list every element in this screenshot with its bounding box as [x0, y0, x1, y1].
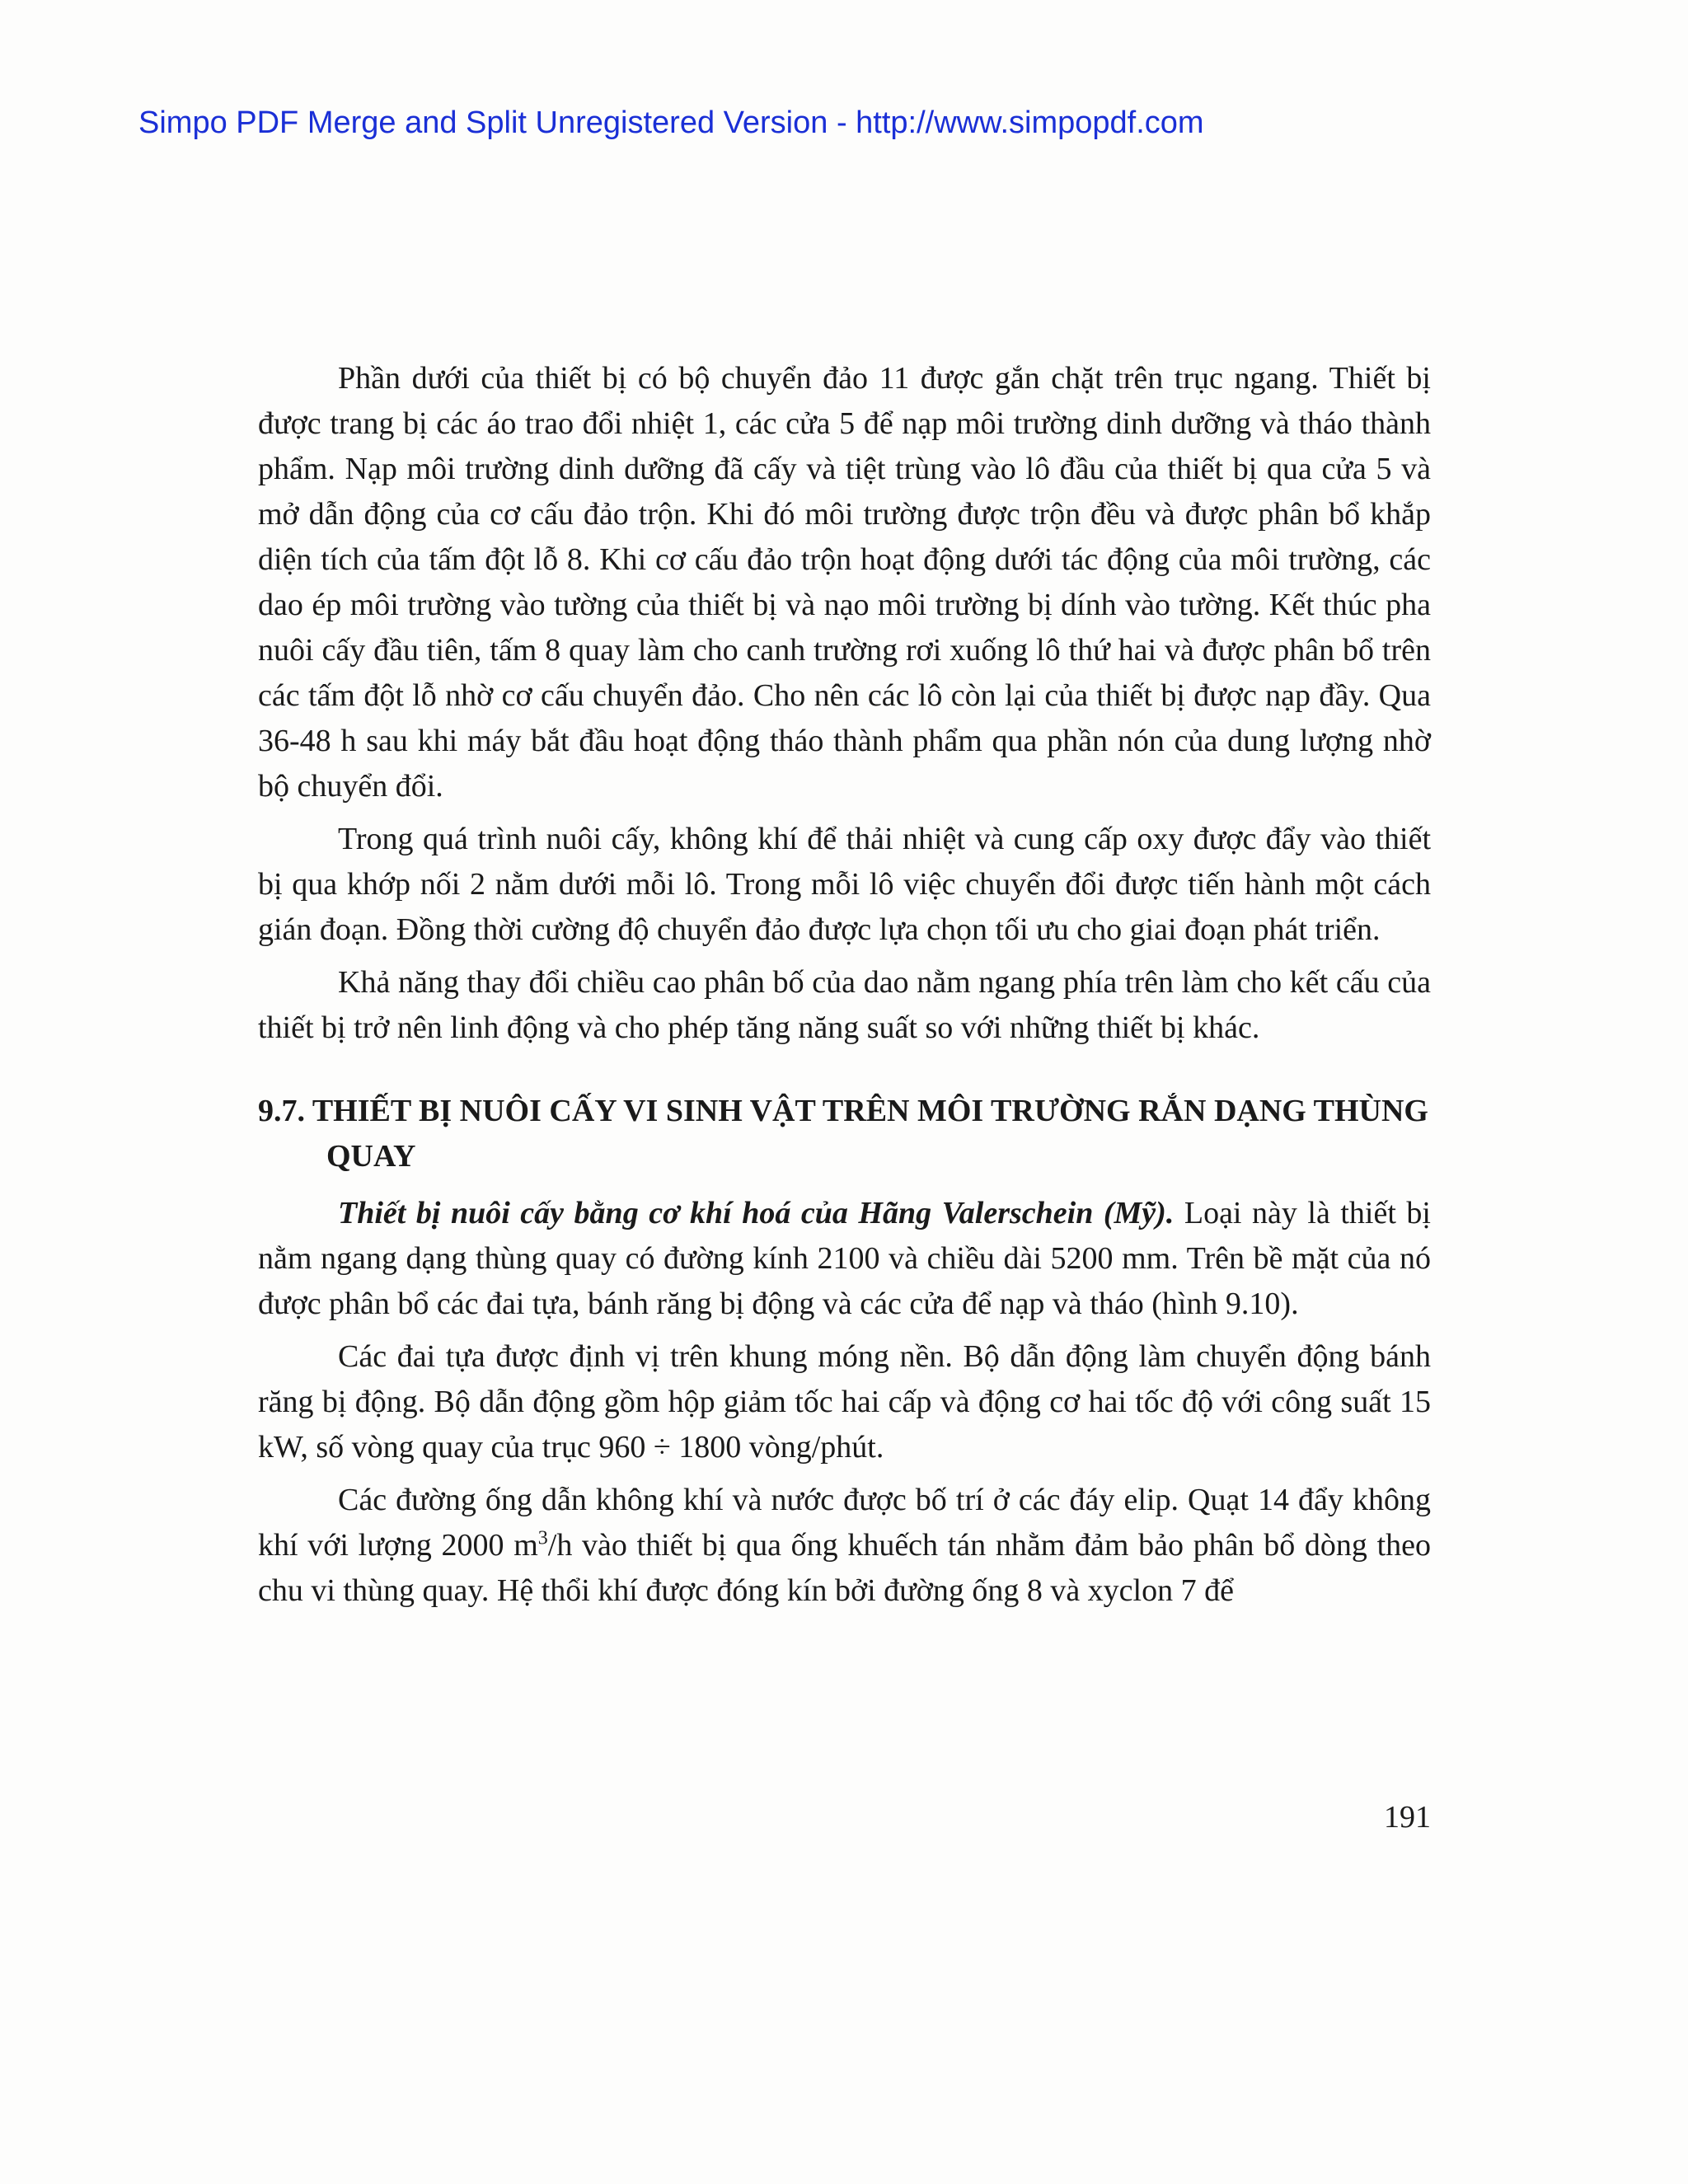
- paragraph-6-text-b: /h vào thiết bị qua ống khuếch tán nhằm đảm bảo phân bổ dòng theo chu vi thùng quay. Hệ thổi khí được đóng kín bởi đường ống 8 và xyclon 7 để: [258, 1528, 1432, 1608]
- paragraph-4-lead: Thiết bị nuôi cấy bằng cơ khí hoá của Hãng Valerschein (Mỹ).: [338, 1196, 1175, 1230]
- paragraph-2: Trong quá trình nuôi cấy, không khí để thải nhiệt và cung cấp oxy được đẩy vào thiết bị qua khớp nối 2 nằm dưới mỗi lô. Trong mỗi lô việc chuyển đổi được tiến hành một cách gián đoạn. Đồng thời cường độ chuyển đảo được lựa chọn tối ưu cho giai đoạn phát triển.: [258, 822, 1431, 947]
- superscript-3: 3: [537, 1527, 548, 1549]
- paragraph-4-text: Loại này là thiết bị nằm ngang dạng thùng quay có đường kính 2100 và chiều dài 5200 mm. Trên bề mặt của nó được phân bổ các đai tựa, bánh răng bị động và các cửa để nạp và tháo (hình 9.10).: [258, 1196, 1431, 1321]
- paragraph-4: [258, 1191, 1431, 1327]
- section-heading: 9.7. THIẾT BỊ NUÔI CẤY VI SINH VẬT TRÊN MÔI TRƯỜNG RẮN DẠNG THÙNG QUAY: [258, 1094, 1428, 1174]
- page-number: 191: [1384, 1800, 1431, 1835]
- paragraph-1: Phần dưới của thiết bị có bộ chuyển đảo 11 được gắn chặt trên trục ngang. Thiết bị được trang bị các áo trao đổi nhiệt 1, các cửa 5 để nạp môi trường dinh dưỡng và tháo thành phẩm. Nạp môi trường dinh dưỡng đã cấy và tiệt trùng vào lô đầu của thiết bị qua cửa 5 và mở dẫn động của cơ cấu đảo trộn. Khi đó môi trường được trộn đều và được phân bổ khắp diện tích của tấm đột lỗ 8. Khi cơ cấu đảo trộn hoạt động dưới tác động của môi trường, các dao ép môi trường vào tường của thiết bị và nạo môi trường bị dính vào tường. Kết thúc pha nuôi cấy đầu tiên, tấm 8 quay làm cho canh trường rơi xuống lô thứ hai và được phân bổ trên các tấm đột lỗ nhờ cơ cấu chuyển đảo. Cho nên các lô còn lại của thiết bị được nạp đầy. Qua 36‑48 h sau khi máy bắt đầu hoạt động tháo thành phẩm qua phần nón của dung lượng nhờ bộ chuyển đổi.: [258, 361, 1431, 804]
- watermark-text: Simpo PDF Merge and Split Unregistered Version - http://www.simpopdf.com: [138, 105, 1204, 140]
- paragraph-3: Khả năng thay đổi chiều cao phân bố của dao nằm ngang phía trên làm cho kết cấu của thiết bị trở nên linh động và cho phép tăng năng suất so với những thiết bị khác.: [258, 965, 1431, 1045]
- paragraph-6: [258, 1478, 1431, 1614]
- page-body: [258, 356, 1431, 1621]
- paragraph-6-text-a: Các đường ống dẫn không khí và nước được bố trí ở các đáy elip. Quạt 14 đẩy không khí với lượng 2000 m: [258, 1483, 1431, 1563]
- paragraph-5: Các đai tựa được định vị trên khung móng nền. Bộ dẫn động làm chuyển động bánh răng bị động. Bộ dẫn động gồm hộp giảm tốc hai cấp và động cơ hai tốc độ với công suất 15 kW, số vòng quay của trục 960 ÷ 1800 vòng/phút.: [258, 1339, 1431, 1465]
